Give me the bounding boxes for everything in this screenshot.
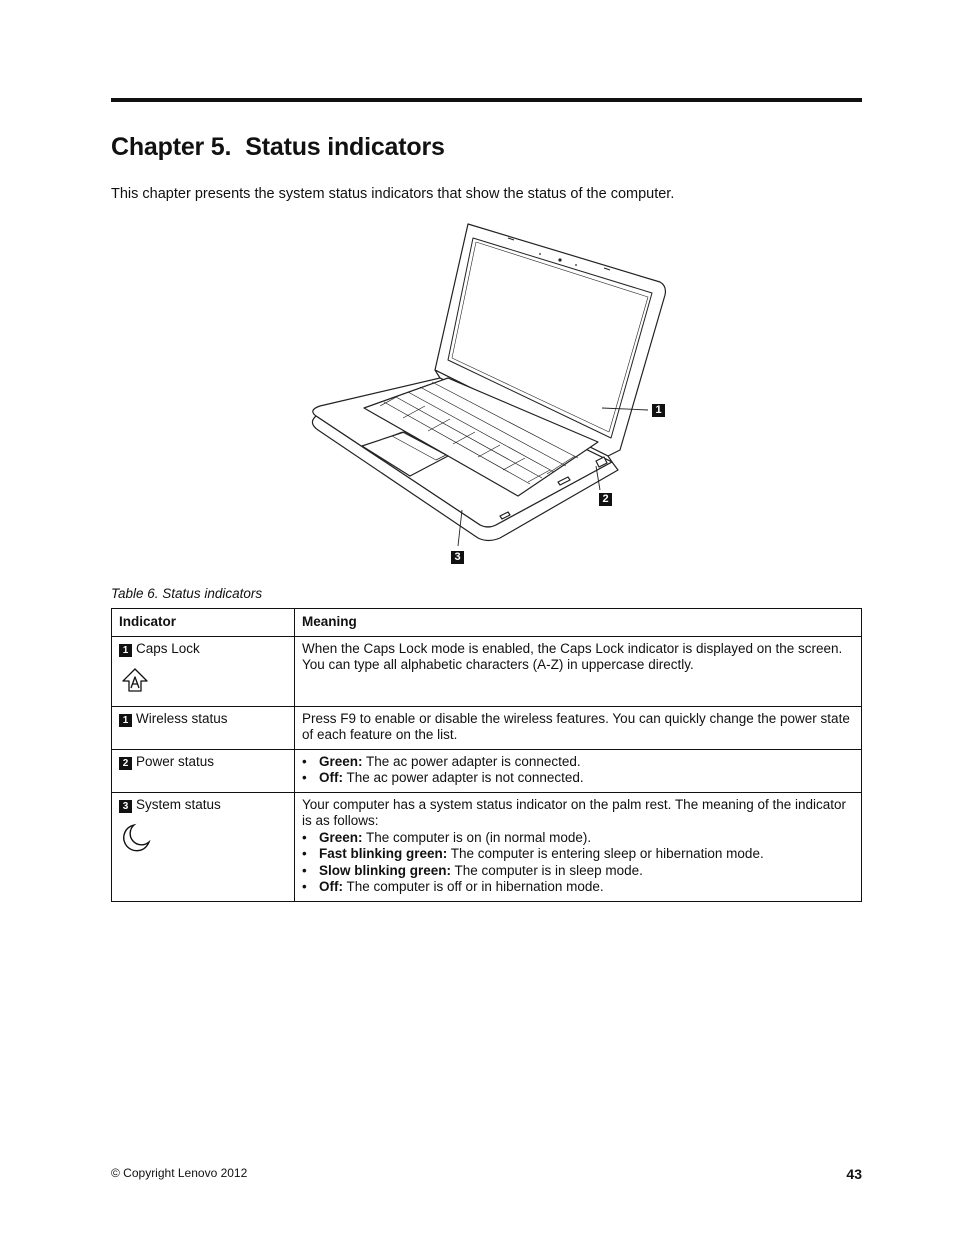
bullet-list <box>302 830 853 896</box>
bullet-text: The computer is off or in hibernation mode. <box>343 879 604 894</box>
callout-number: 3 <box>119 800 132 813</box>
chapter-heading: Status indicators <box>245 133 445 161</box>
list-item <box>302 846 853 863</box>
list-item <box>302 879 853 896</box>
intro-paragraph: This chapter presents the system status indicators that show the status of the computer. <box>111 186 675 202</box>
table-row <box>112 706 862 749</box>
bullet-text: The ac power adapter is not connected. <box>343 770 584 785</box>
list-item <box>302 770 853 787</box>
header-indicator: Indicator <box>112 609 295 637</box>
bullet-text: The computer is entering sleep or hibernation mode. <box>447 846 764 861</box>
bullet-label: Green: <box>319 829 363 845</box>
meaning-cell: When the Caps Lock mode is enabled, the Caps Lock indicator is displayed on the screen. You can type all alphabetic characters (A-Z) in uppercase directly. <box>295 636 862 706</box>
callout-3: 3 <box>451 551 464 564</box>
table-caption: Table 6. Status indicators <box>111 586 263 601</box>
table-row <box>112 792 862 901</box>
chapter-rule <box>111 98 862 102</box>
copyright-footer: © Copyright Lenovo 2012 <box>111 1166 248 1180</box>
indicator-cell <box>112 792 295 901</box>
header-meaning: Meaning <box>295 609 862 637</box>
indicator-cell <box>112 749 295 792</box>
laptop-illustration <box>300 220 680 570</box>
bullet-text: The ac power adapter is connected. <box>362 753 581 769</box>
chapter-label: Chapter 5. <box>111 133 232 161</box>
table-header-row <box>112 609 862 637</box>
meaning-text: Your computer has a system status indicator on the palm rest. The meaning of the indicator is as follows: <box>302 796 847 828</box>
callout-2: 2 <box>599 493 612 506</box>
list-item <box>302 863 853 880</box>
table-row <box>112 749 862 792</box>
list-item <box>302 830 853 847</box>
bullet-label: Fast blinking green: <box>319 846 448 861</box>
meaning-cell <box>295 749 862 792</box>
indicator-name: System status <box>136 796 221 812</box>
chapter-title <box>111 133 445 162</box>
meaning-cell <box>295 792 862 901</box>
indicator-cell <box>112 636 295 706</box>
bullet-label: Off: <box>319 879 343 894</box>
bullet-label: Slow blinking green: <box>319 862 452 878</box>
bullet-label: Green: <box>319 753 363 769</box>
page-number: 43 <box>846 1166 862 1182</box>
bullet-text: The computer is in sleep mode. <box>451 862 643 878</box>
callout-number: 1 <box>119 714 132 727</box>
callout-1: 1 <box>652 404 665 417</box>
status-table <box>111 608 862 902</box>
indicator-name: Wireless status <box>136 710 228 726</box>
callout-number: 2 <box>119 757 132 770</box>
indicator-cell <box>112 706 295 749</box>
bullet-label: Off: <box>319 770 343 785</box>
list-item <box>302 754 853 771</box>
laptop-figure <box>300 220 680 570</box>
indicator-name: Caps Lock <box>136 640 200 656</box>
callout-number: 1 <box>119 644 132 657</box>
table-row <box>112 636 862 706</box>
indicator-name: Power status <box>136 753 215 769</box>
bullet-list <box>302 754 853 787</box>
bullet-text: The computer is on (in normal mode). <box>362 829 592 845</box>
caps-lock-icon <box>121 667 149 693</box>
crescent-moon-icon <box>121 823 151 853</box>
meaning-cell: Press F9 to enable or disable the wireless features. You can quickly change the power state of each feature on the list. <box>295 706 862 749</box>
